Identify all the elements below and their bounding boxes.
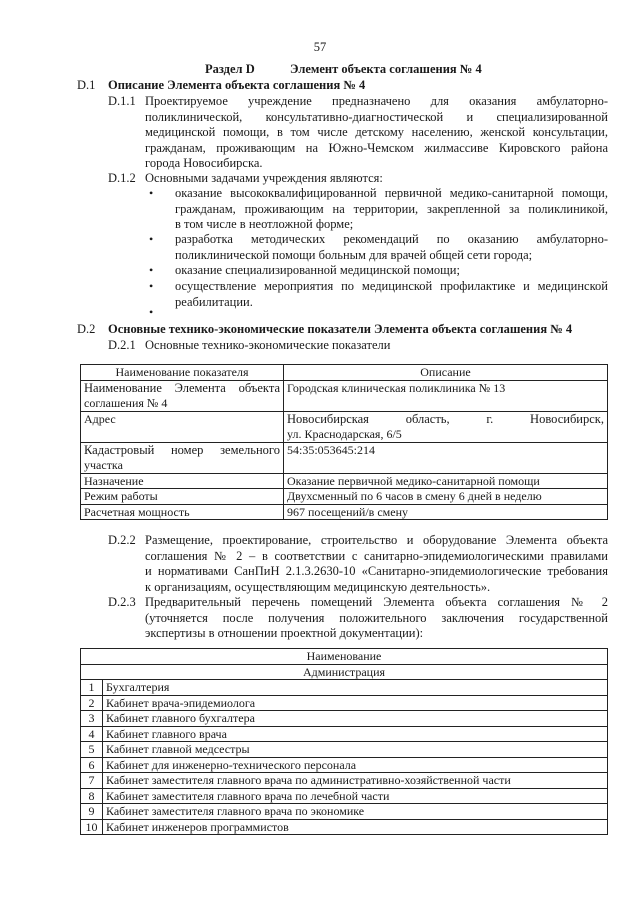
room-name: Кабинет врача-эпидемиолога bbox=[103, 695, 608, 711]
page-number: 57 bbox=[313, 40, 327, 54]
d21-number: D.2.1 bbox=[108, 338, 136, 352]
cell-line: 967 посещений/в смену bbox=[287, 504, 409, 519]
d2-number: D.2 bbox=[77, 322, 96, 336]
bullet-item bbox=[175, 232, 608, 263]
table-row bbox=[81, 757, 608, 773]
bullet-icon: • bbox=[149, 186, 154, 200]
row-number: 5 bbox=[81, 742, 103, 758]
indicator-value bbox=[284, 442, 608, 473]
d23-paragraph bbox=[145, 595, 608, 642]
d23-number: D.2.3 bbox=[108, 595, 136, 609]
section-label: Раздел D bbox=[205, 62, 255, 76]
table-row bbox=[81, 711, 608, 727]
d22-number: D.2.2 bbox=[108, 533, 136, 547]
table-row bbox=[81, 819, 608, 835]
table-row bbox=[81, 473, 608, 489]
indicator-value bbox=[284, 504, 608, 520]
d23-line: Предварительный перечень помещений Элемента объекта соглашения № 2 bbox=[145, 595, 608, 609]
rooms-table bbox=[80, 648, 608, 835]
room-name: Кабинет заместителя главного врача по административно-хозяйственной части bbox=[103, 773, 608, 789]
indicator-value bbox=[284, 380, 608, 411]
indicator-name bbox=[81, 380, 284, 411]
cell-line: Расчетная мощность bbox=[84, 504, 190, 519]
room-name: Кабинет главной медсестры bbox=[103, 742, 608, 758]
bullet-line: гражданам, проживающим на территории, закрепленной за поликлиникой, bbox=[175, 201, 608, 216]
indicator-name bbox=[81, 411, 284, 442]
row-number: 1 bbox=[81, 680, 103, 696]
row-number: 8 bbox=[81, 788, 103, 804]
d23-line: (уточняется после получения положительного заключения государственной bbox=[145, 610, 608, 625]
table-header-row bbox=[81, 365, 608, 381]
bullet-line: осуществление мероприятия по медицинской профилактике и медицинской bbox=[175, 279, 608, 293]
cell-line: Двухсменный по 6 часов в смену 6 дней в неделю bbox=[287, 489, 542, 503]
table-row bbox=[81, 442, 608, 473]
indicator-value bbox=[284, 473, 608, 489]
group-label: Администрация bbox=[81, 664, 608, 680]
row-number: 9 bbox=[81, 804, 103, 820]
table-row bbox=[81, 380, 608, 411]
indicator-value bbox=[284, 411, 608, 442]
column-header: Наименование показателя bbox=[81, 365, 284, 381]
d11-line: Проектируемое учреждение предназначено для оказания амбулаторно- bbox=[145, 94, 608, 108]
bullet-line: в том числе в неотложной форме; bbox=[175, 217, 354, 231]
indicators-table bbox=[80, 364, 608, 520]
d23-line: экспертизы в отношении проектной документации): bbox=[145, 626, 424, 640]
table-row bbox=[81, 489, 608, 505]
bullet-item bbox=[175, 279, 608, 310]
row-number: 2 bbox=[81, 695, 103, 711]
d11-paragraph bbox=[145, 94, 608, 172]
d12-intro: Основными задачами учреждения являются: bbox=[145, 171, 383, 185]
table-row bbox=[81, 695, 608, 711]
cell-line: Наименование Элемента объекта bbox=[84, 380, 280, 395]
bullet-line: реабилитации. bbox=[175, 294, 253, 309]
table-row bbox=[81, 742, 608, 758]
d1-number: D.1 bbox=[77, 78, 96, 92]
indicator-name bbox=[81, 504, 284, 520]
cell-line: участка bbox=[84, 458, 123, 472]
d22-line: Размещение, проектирование, строительство и оборудование Элемента объекта bbox=[145, 533, 608, 547]
bullet-item bbox=[175, 186, 608, 233]
cell-line: соглашения № 4 bbox=[84, 396, 168, 410]
indicator-name bbox=[81, 489, 284, 505]
d11-line: поликлинической, консультативно-диагностической и специализированной bbox=[145, 109, 608, 124]
column-header: Наименование bbox=[81, 649, 608, 665]
table-row bbox=[81, 804, 608, 820]
d11-number: D.1.1 bbox=[108, 94, 136, 108]
room-name: Кабинет главного врача bbox=[103, 726, 608, 742]
cell-line: 54:35:053645:214 bbox=[287, 442, 376, 457]
table-header-row bbox=[81, 649, 608, 665]
row-number: 4 bbox=[81, 726, 103, 742]
cell-line: Режим работы bbox=[84, 489, 158, 503]
section-title: Элемент объекта соглашения № 4 bbox=[290, 62, 482, 76]
d1-title: Описание Элемента объекта соглашения № 4 bbox=[108, 78, 366, 92]
bullet-icon: • bbox=[149, 279, 154, 293]
d22-line: соглашения № 2 – в соответствии с санитарно-эпидемиологическими правилами bbox=[145, 548, 608, 563]
table-group-row bbox=[81, 664, 608, 680]
room-name: Бухгалтерия bbox=[103, 680, 608, 696]
row-number: 6 bbox=[81, 757, 103, 773]
d11-line: медицинской помощи, в том числе детскому населению, женской консультации, bbox=[145, 125, 608, 139]
row-number: 7 bbox=[81, 773, 103, 789]
cell-line: Адрес bbox=[84, 411, 116, 426]
bullet-icon: • bbox=[149, 232, 154, 246]
cell-line: Городская клиническая поликлиника № 13 bbox=[287, 380, 506, 395]
cell-line: Кадастровый номер земельного bbox=[84, 442, 280, 457]
row-number: 10 bbox=[81, 819, 103, 835]
row-number: 3 bbox=[81, 711, 103, 727]
cell-line: ул. Краснодарская, 6/5 bbox=[287, 427, 402, 441]
d12-number: D.1.2 bbox=[108, 171, 136, 185]
table-row bbox=[81, 680, 608, 696]
bullet-line: оказание высококвалифицированной первичной медико-санитарной помощи, bbox=[175, 186, 608, 200]
room-name: Кабинет инженеров программистов bbox=[103, 819, 608, 835]
cell-line: Новосибирская область, г. Новосибирск, bbox=[287, 411, 604, 426]
d11-line: города Новосибирска. bbox=[145, 156, 263, 170]
bullet-icon: • bbox=[149, 263, 154, 277]
indicator-value bbox=[284, 489, 608, 505]
d2-title: Основные технико-экономические показатели Элемента объекта соглашения № 4 bbox=[108, 322, 573, 336]
d22-line: к организациям, осуществляющим медицинскую деятельность». bbox=[145, 579, 491, 594]
d21-text: Основные технико-экономические показатели bbox=[145, 338, 391, 352]
room-name: Кабинет для инженерно-технического персонала bbox=[103, 757, 608, 773]
table-row bbox=[81, 411, 608, 442]
cell-line: Оказание первичной медико-санитарной помощи bbox=[287, 473, 540, 488]
column-header: Описание bbox=[284, 365, 608, 381]
table-row bbox=[81, 726, 608, 742]
bullet-line: оказание специализированной медицинской помощи; bbox=[175, 263, 460, 277]
table-row bbox=[81, 773, 608, 789]
d22-line: и нормативами СанПиН 2.1.3.2630-10 «Санитарно-эпидемиологические требования bbox=[145, 564, 608, 578]
room-name: Кабинет заместителя главного врача по лечебной части bbox=[103, 788, 608, 804]
room-name: Кабинет заместителя главного врача по экономике bbox=[103, 804, 608, 820]
bullet-line: разработка методических рекомендаций по оказанию амбулаторно- bbox=[175, 232, 608, 246]
indicator-name bbox=[81, 442, 284, 473]
bullet-icon: • bbox=[149, 305, 154, 319]
d22-paragraph bbox=[145, 533, 608, 595]
cell-line: Назначение bbox=[84, 473, 144, 488]
bullet-item bbox=[175, 263, 608, 279]
table-row bbox=[81, 504, 608, 520]
d11-line: гражданам, проживающим на Южно-Чемском жилмассиве Кировского района bbox=[145, 140, 608, 155]
bullet-line: поликлинической помощи больным для врачей общей сети города; bbox=[175, 247, 533, 262]
indicator-name bbox=[81, 473, 284, 489]
room-name: Кабинет главного бухгалтера bbox=[103, 711, 608, 727]
table-row bbox=[81, 788, 608, 804]
